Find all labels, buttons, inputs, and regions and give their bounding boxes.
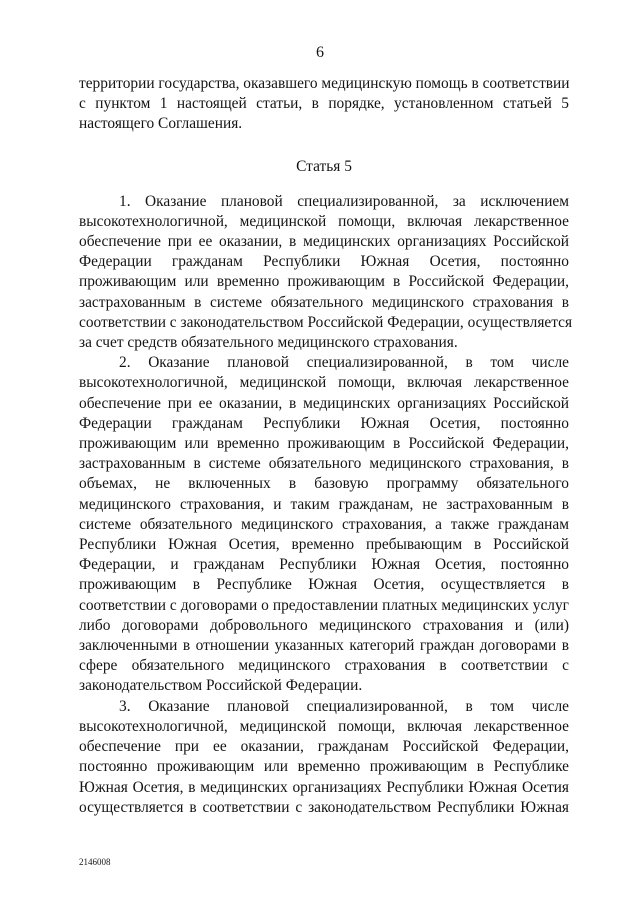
text-line: с пунктом 1 настоящей статьи, в порядке, установленном статьей 5 (79, 95, 569, 113)
text-line: системе обязательного медицинского страхования, а также гражданам (79, 515, 569, 533)
text-line: медицинского страхования, и таким гражданам, не застрахованным в (79, 495, 569, 513)
text-line: Федерации, и гражданам Республики Южная Осетия, постоянно (79, 556, 569, 574)
text-line: соответствии с договорами о предоставлении платных медицинских услуг (79, 596, 569, 614)
text-line: Южная Осетия, в медицинских организациях Республики Южная Осетия (79, 778, 569, 796)
intro-paragraph (79, 74, 569, 135)
text-line: постоянно проживающим или временно проживающим в Республике (79, 758, 569, 776)
text-line: застрахованным в системе обязательного медицинского страхования в (79, 293, 569, 311)
text-line: высокотехнологичной, медицинской помощи, включая лекарственное (79, 374, 569, 392)
document-body (79, 74, 573, 818)
text-line: за счет средств обязательного медицинского страхования. (79, 334, 458, 352)
text-line: Республики Южная Осетия, временно пребывающим в Российской (79, 536, 569, 554)
text-line: обеспечение при ее оказании, в медицинских организациях Российской (79, 233, 569, 251)
text-line: Федерации гражданам Республики Южная Осетия, постоянно (79, 414, 569, 432)
text-line: проживающим или временно проживающим в Российской Федерации, (79, 273, 569, 291)
text-line: высокотехнологичной, медицинской помощи, включая лекарственное (79, 717, 569, 735)
document-code: 2146008 (79, 857, 111, 867)
text-line: проживающим или временно проживающим в Российской Федерации, (79, 435, 569, 453)
paragraph-3 (79, 697, 569, 818)
paragraph-2 (79, 353, 569, 696)
text-line: заключенными в отношении указанных категорий граждан договорами в (79, 637, 569, 655)
text-line: настоящего Соглашения. (79, 115, 243, 133)
text-line: высокотехнологичной, медицинской помощи, включая лекарственное (79, 212, 569, 230)
text-line: 2. Оказание плановой специализированной, в том числе (119, 354, 569, 372)
text-line: сфере обязательного медицинского страхования в соответствии с (79, 657, 569, 675)
text-line: застрахованным в системе обязательного медицинского страхования, в (79, 455, 569, 473)
text-line: проживающим в Республике Южная Осетия, осуществляется в (79, 576, 569, 594)
text-line: 3. Оказание плановой специализированной, в том числе (119, 697, 569, 715)
text-line: 1. Оказание плановой специализированной, за исключением (119, 192, 569, 210)
text-line: обеспечение при ее оказании, гражданам Российской Федерации, (79, 738, 569, 756)
text-line: либо договорами добровольного медицинского страхования и (или) (79, 616, 569, 634)
text-line: законодательством Российской Федерации. (79, 677, 363, 695)
article-heading: Статья 5 (296, 157, 352, 175)
text-line: объемах, не включенных в базовую программу обязательного (79, 475, 569, 493)
text-line: Федерации гражданам Республики Южная Осетия, постоянно (79, 253, 569, 271)
text-line: соответствии с законодательством Российской Федерации, осуществляется (79, 313, 573, 331)
paragraph-1 (79, 192, 573, 354)
page-number: 6 (316, 44, 324, 61)
text-line: обеспечение при ее оказании, в медицинских организациях Российской (79, 394, 569, 412)
text-line: осуществляется в соответствии с законодательством Республики Южная (79, 798, 569, 816)
text-line: территории государства, оказавшего медицинскую помощь в соответствии (79, 75, 570, 92)
